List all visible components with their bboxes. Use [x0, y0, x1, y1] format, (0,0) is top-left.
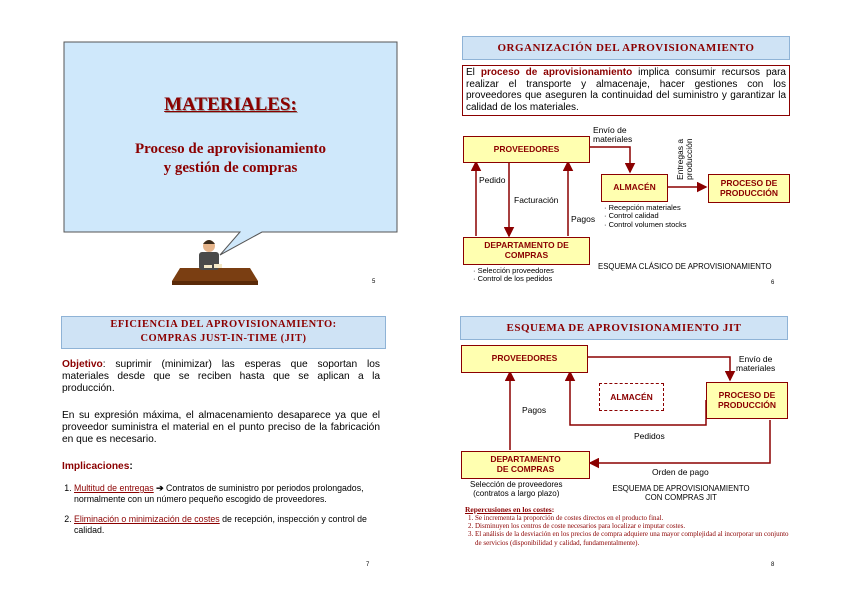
intro-pre: El [466, 67, 481, 78]
label-orden-8: Orden de pago [652, 467, 709, 477]
slide5-subtitle-1: Proceso de aprovisionamiento [134, 141, 327, 157]
label-pedido-6: Pedido [479, 175, 506, 185]
compras-8-line1: DEPARTAMENTO [490, 454, 561, 465]
item1-arrow: ➔ [153, 483, 166, 493]
produccion-8-line2: PRODUCCIÓN [717, 399, 777, 410]
box-almacen-8: ALMACÉN [599, 383, 664, 411]
label-facturacion-6: Facturación [514, 195, 559, 205]
item2-underlined: Eliminación o minimización de costes [74, 513, 220, 524]
page-number-5: 5 [372, 279, 376, 285]
compras-item: · Selección proveedores [473, 266, 554, 275]
box-compras-8 [461, 451, 590, 479]
entregas-6-line2: producción [684, 138, 695, 180]
slide7-expresion: En su expresión máxima, el almacenamiento desaparece ya que el proveedor suministra el material en el punto preciso de la fabricación en que es necesario. [62, 410, 380, 446]
slide5-subtitle-2: y gestión de compras [163, 160, 298, 176]
slide7-implicaciones: Implicaciones: [62, 461, 133, 472]
objetivo-text: : suprimir (minimizar) las esperas que soportan los materiales desde que se reciben hasta que se aplican a la producción. [62, 359, 380, 395]
seleccion-proveedores-8 [470, 481, 563, 499]
box-proveedores-6: PROVEEDORES [463, 136, 590, 163]
slide6-header: ORGANIZACIÓN DEL APROVISIONAMIENTO [462, 36, 790, 60]
compras-item: · Control de los pedidos [473, 274, 553, 284]
slide6-caption: ESQUEMA CLÁSICO DE APROVISIONAMIENTO [598, 262, 772, 271]
item1-rest: Contratos de suministro por periodos prolongados, normalmente con un número pequeño escogido de proveedores. [74, 483, 364, 504]
page-number-7: 7 [366, 562, 370, 568]
intro-bold: proceso de aprovisionamiento [480, 67, 633, 78]
intro-post: implica consumir recursos para realizar el transporte y almacenaje, hacer gestiones con los proveedores que aseguren la continuidad del suministro y garantizar la calidad de los materiales. [466, 67, 786, 114]
compras-6-line2: COMPRAS [504, 250, 549, 260]
label-pagos-8: Pagos [522, 405, 547, 415]
slide8-repercusiones [465, 505, 791, 547]
caption8-line1: ESQUEMA DE APROVISIONAMIENTO [612, 484, 750, 493]
slide8-caption [596, 485, 766, 502]
repercusion-item: 2. Disminuyen los centros de coste necesarios para localizar e imputar costes. [475, 522, 791, 530]
produccion-8-line1: PROCESO DE [718, 389, 776, 400]
item1-underlined: Multitud de entregas [74, 483, 154, 493]
envio-6-line1: Envío de [593, 125, 627, 135]
caption8-line2: CON COMPRAS JIT [645, 492, 717, 502]
box-almacen-6: ALMACÉN [601, 174, 668, 202]
envio-8-line1: Envío de [738, 354, 773, 364]
produccion-6-line1: PROCESO DE [720, 177, 778, 188]
implicaciones-label: Implicaciones [62, 461, 130, 472]
label-pedidos-8: Pedidos [634, 431, 665, 441]
entregas-6-line1: Entregas a [675, 138, 685, 180]
slide5-title: MATERIALES: [164, 94, 297, 115]
repercusiones-label: Repercusiones en los costes [465, 505, 552, 514]
box-proveedores-8: PROVEEDORES [461, 345, 588, 373]
almacen-item: · Control calidad [604, 211, 659, 221]
repercusion-item: 1. Se incrementa la proporción de costes directos en el producto final. [475, 514, 791, 522]
objetivo-label: Objetivo [62, 359, 103, 370]
compras-6-line1: DEPARTAMENTO DE [484, 240, 569, 251]
box-produccion-8 [706, 382, 788, 419]
slide7-header-line2: COMPRAS JUST-IN-TIME (JIT) [140, 333, 307, 344]
produccion-6-line2: PRODUCCIÓN [719, 187, 779, 198]
envio-6-line2: materiales [593, 134, 633, 145]
slide8-header: ESQUEMA DE APROVISIONAMIENTO JIT [460, 316, 788, 340]
page-number-8: 8 [771, 562, 775, 568]
slide7-header-line1: EFICIENCIA DEL APROVISIONAMIENTO: [110, 319, 337, 330]
label-envio-8 [736, 355, 775, 374]
envio-8-line2: materiales [736, 363, 776, 374]
seleccion-line1: Selección de proveedores [470, 480, 563, 489]
item2-rest: de recepción, inspección y control de calidad. [74, 513, 367, 535]
almacen-item: · Control volumen stocks [604, 219, 687, 229]
label-pagos-6: Pagos [571, 214, 596, 224]
seleccion-line2: (contratos a largo plazo) [473, 488, 560, 498]
compras-8-line2: DE COMPRAS [496, 464, 555, 474]
repercusion-item: 3. El análisis de la desviación en los precios de compra adquiere una mayor complejidad al incorporar un conjunto de servicios (disponibilidad y calidad, fundamentalmente). [475, 530, 791, 546]
almacen-item: · Recepción materiales [604, 203, 681, 212]
page-number-6: 6 [771, 280, 775, 286]
repercusiones-heading: Repercusiones en los costes: [465, 505, 555, 514]
